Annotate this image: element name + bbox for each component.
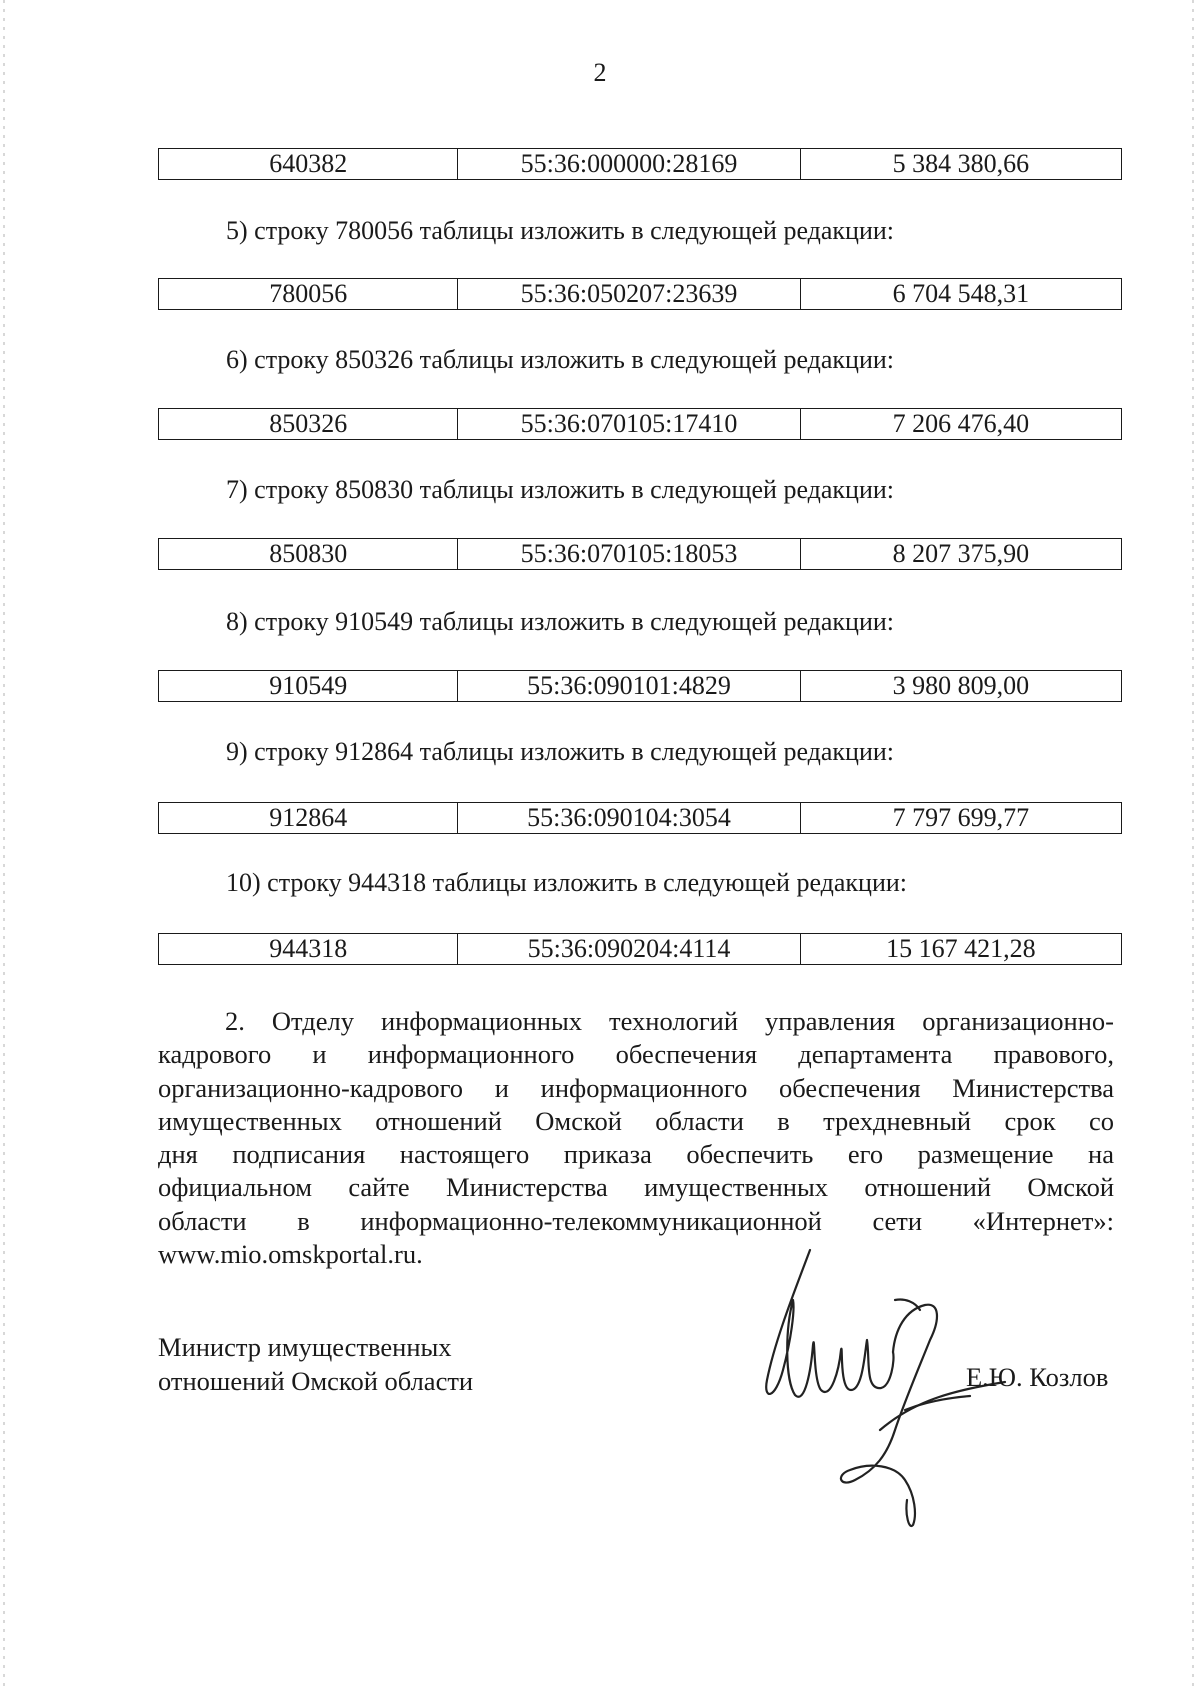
row-code: 850830: [159, 539, 458, 569]
row-value: 7 797 699,77: [892, 803, 1030, 832]
amendment-instruction-7: 7) строку 850830 таблицы изложить в следующей редакции:: [226, 475, 895, 504]
row-code: 640382: [159, 149, 458, 179]
table-row-850830: [158, 538, 1122, 570]
paragraph-line: области в информационно-телекоммуникационной сети «Интернет»:: [158, 1205, 1114, 1236]
row-value: 8 207 375,90: [892, 539, 1030, 568]
table-row-640382: [158, 148, 1122, 180]
scan-edge-right: [1192, 0, 1194, 1686]
paragraph-line: организационно-кадрового и информационного обеспечения Министерства: [158, 1072, 1114, 1103]
table-row-944318: [158, 933, 1122, 965]
row-code: 912864: [159, 803, 458, 833]
signatory-title-line: Министр имущественных: [158, 1332, 452, 1362]
paragraph-line: кадрового и информационного обеспечения департамента правового,: [158, 1039, 1114, 1070]
signatory-name: Е.Ю. Козлов: [966, 1362, 1109, 1392]
paragraph-line: имущественных отношений Омской области в трехдневный срок со: [158, 1105, 1114, 1136]
row-code: 850326: [159, 409, 458, 439]
row-cadastral-number: 55:36:070105:17410: [458, 409, 800, 439]
page-number: 2: [593, 58, 607, 87]
row-value: 7 206 476,40: [892, 409, 1030, 438]
row-cadastral-number: 55:36:070105:18053: [458, 539, 800, 569]
amendment-instruction-5: 5) строку 780056 таблицы изложить в следующей редакции:: [226, 216, 895, 245]
table-row-780056: [158, 278, 1122, 310]
row-value: 5 384 380,66: [892, 149, 1030, 178]
amendment-instruction-8: 8) строку 910549 таблицы изложить в следующей редакции:: [226, 607, 895, 636]
row-cadastral-number: 55:36:090104:3054: [458, 803, 800, 833]
row-value: 6 704 548,31: [892, 279, 1030, 308]
table-row-912864: [158, 802, 1122, 834]
row-value: 3 980 809,00: [892, 671, 1030, 700]
paragraph-line: 2. Отделу информационных технологий управления организационно-: [225, 1006, 1114, 1036]
website-url: www.mio.omskportal.ru.: [158, 1239, 423, 1270]
paragraph-line: дня подписания настоящего приказа обеспечить его размещение на: [158, 1139, 1114, 1170]
table-row-910549: [158, 670, 1122, 702]
row-code: 944318: [159, 934, 458, 964]
amendment-instruction-9: 9) строку 912864 таблицы изложить в следующей редакции:: [226, 737, 895, 766]
row-code: 910549: [159, 671, 458, 701]
scan-edge-left: [3, 0, 5, 1686]
signatory-title-line: отношений Омской области: [158, 1366, 474, 1396]
row-cadastral-number: 55:36:090204:4114: [458, 934, 800, 964]
amendment-instruction-10: 10) строку 944318 таблицы изложить в следующей редакции:: [226, 868, 908, 897]
row-cadastral-number: 55:36:090101:4829: [458, 671, 800, 701]
amendment-instruction-6: 6) строку 850326 таблицы изложить в следующей редакции:: [226, 345, 895, 374]
signatory-title: [158, 1330, 473, 1398]
table-row-850326: [158, 408, 1122, 440]
paragraph-line: официальном сайте Министерства имущественных отношений Омской: [158, 1172, 1114, 1203]
row-value: 15 167 421,28: [886, 934, 1036, 963]
row-code: 780056: [159, 279, 458, 309]
row-cadastral-number: 55:36:050207:23639: [458, 279, 800, 309]
row-cadastral-number: 55:36:000000:28169: [458, 149, 800, 179]
